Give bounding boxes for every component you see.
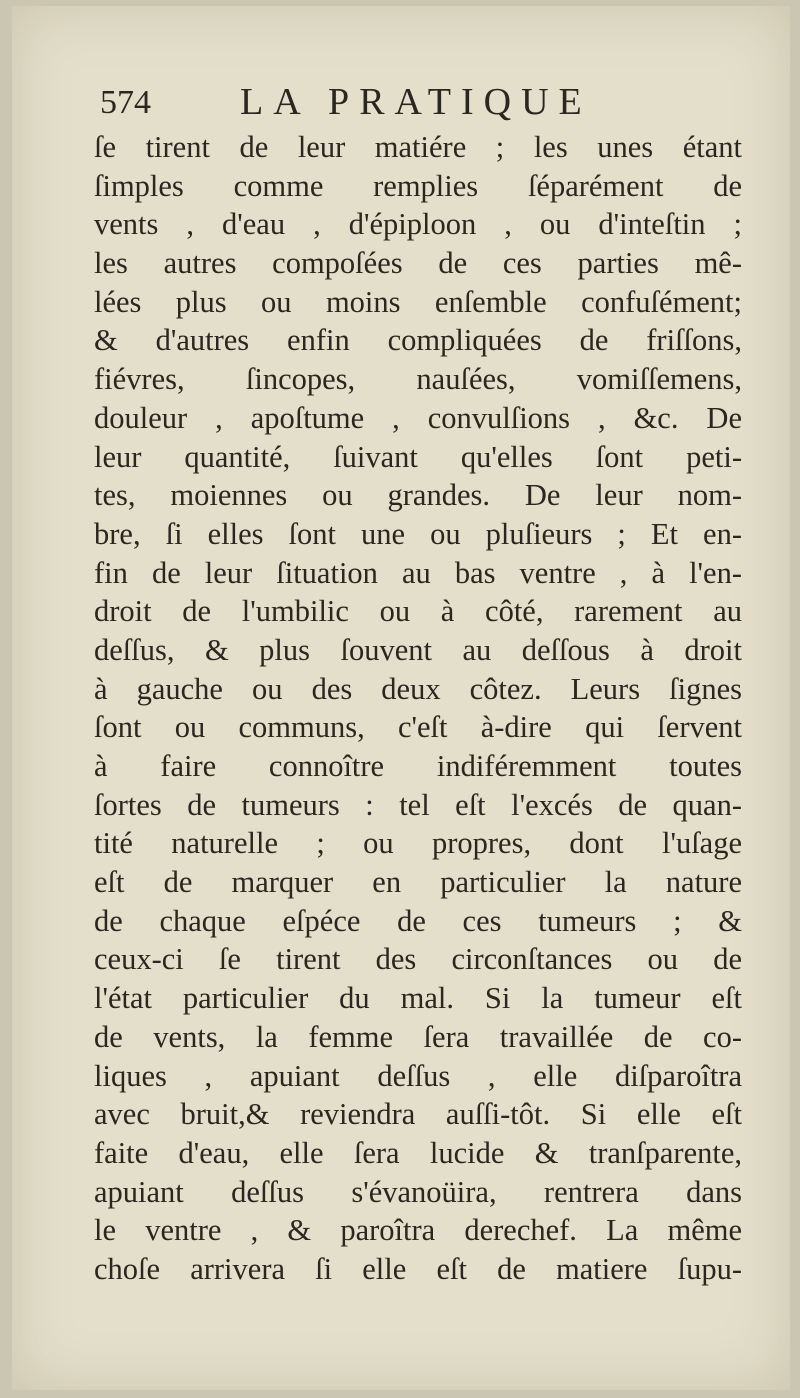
- text-line: ſortes de tumeurs : tel eſt l'excés de quan-: [94, 787, 742, 822]
- text-line: bre, ſi elles ſont une ou pluſieurs ; Et en-: [94, 516, 742, 551]
- page-number: 574: [100, 84, 151, 121]
- text-line: ceux-ci ſe tirent des circonſtances ou de: [94, 942, 742, 977]
- text-line: à gauche ou des deux côtez. Leurs ſignes: [94, 671, 742, 706]
- book-page: [12, 6, 790, 1390]
- text-line: eſt de marquer en particulier la nature: [94, 865, 742, 900]
- text-line: & d'autres enfin compliquées de friſſons,: [94, 323, 742, 358]
- text-line: droit de l'umbilic ou à côté, rarement au: [94, 594, 742, 629]
- text-line: le ventre , & paroîtra derechef. La même: [94, 1213, 742, 1248]
- text-line: liques , apuiant deſſus , elle diſparoîtra: [94, 1058, 742, 1093]
- text-line: choſe arrivera ſi elle eſt de matiere ſupu-: [94, 1251, 742, 1286]
- text-line: l'état particulier du mal. Si la tumeur eſt: [94, 981, 742, 1016]
- text-line: deſſus, & plus ſouvent au deſſous à droit: [94, 632, 742, 667]
- text-line: vents , d'eau , d'épiploon , ou d'inteſtin ;: [94, 207, 742, 242]
- running-head: LA PRATIQUE: [240, 81, 592, 123]
- text-line: de chaque eſpéce de ces tumeurs ; &: [94, 903, 742, 938]
- text-line: à faire connoître indiféremment toutes: [94, 749, 742, 783]
- text-line: ſimples comme remplies ſéparément de: [94, 168, 742, 203]
- body-text: [94, 128, 742, 1289]
- text-line: tes, moiennes ou grandes. De leur nom-: [94, 478, 742, 513]
- text-line: ſont ou communs, c'eſt à-dire qui ſervent: [94, 710, 742, 745]
- text-line: leur quantité, ſuivant qu'elles ſont peti-: [94, 439, 742, 474]
- text-line: fiévres, ſincopes, nauſées, vomiſſemens,: [94, 362, 742, 397]
- text-line: avec bruit,& reviendra auſſi-tôt. Si elle eſt: [94, 1097, 742, 1132]
- text-line: lées plus ou moins enſemble confuſément;: [94, 284, 742, 319]
- text-line: fin de leur ſituation au bas ventre , à l'en-: [94, 555, 742, 590]
- text-line: ſe tirent de leur matiére ; les unes étant: [94, 130, 742, 164]
- text-line: apuiant deſſus s'évanoüira, rentrera dans: [94, 1174, 742, 1209]
- text-line: douleur , apoſtume , convulſions , &c. De: [94, 400, 742, 435]
- text-line: tité naturelle ; ou propres, dont l'uſage: [94, 826, 742, 861]
- page-header: [100, 80, 740, 128]
- text-line: les autres compoſées de ces parties mê-: [94, 246, 742, 281]
- text-line: faite d'eau, elle ſera lucide & tranſparente,: [94, 1135, 742, 1170]
- text-line: de vents, la femme ſera travaillée de co-: [94, 1019, 742, 1054]
